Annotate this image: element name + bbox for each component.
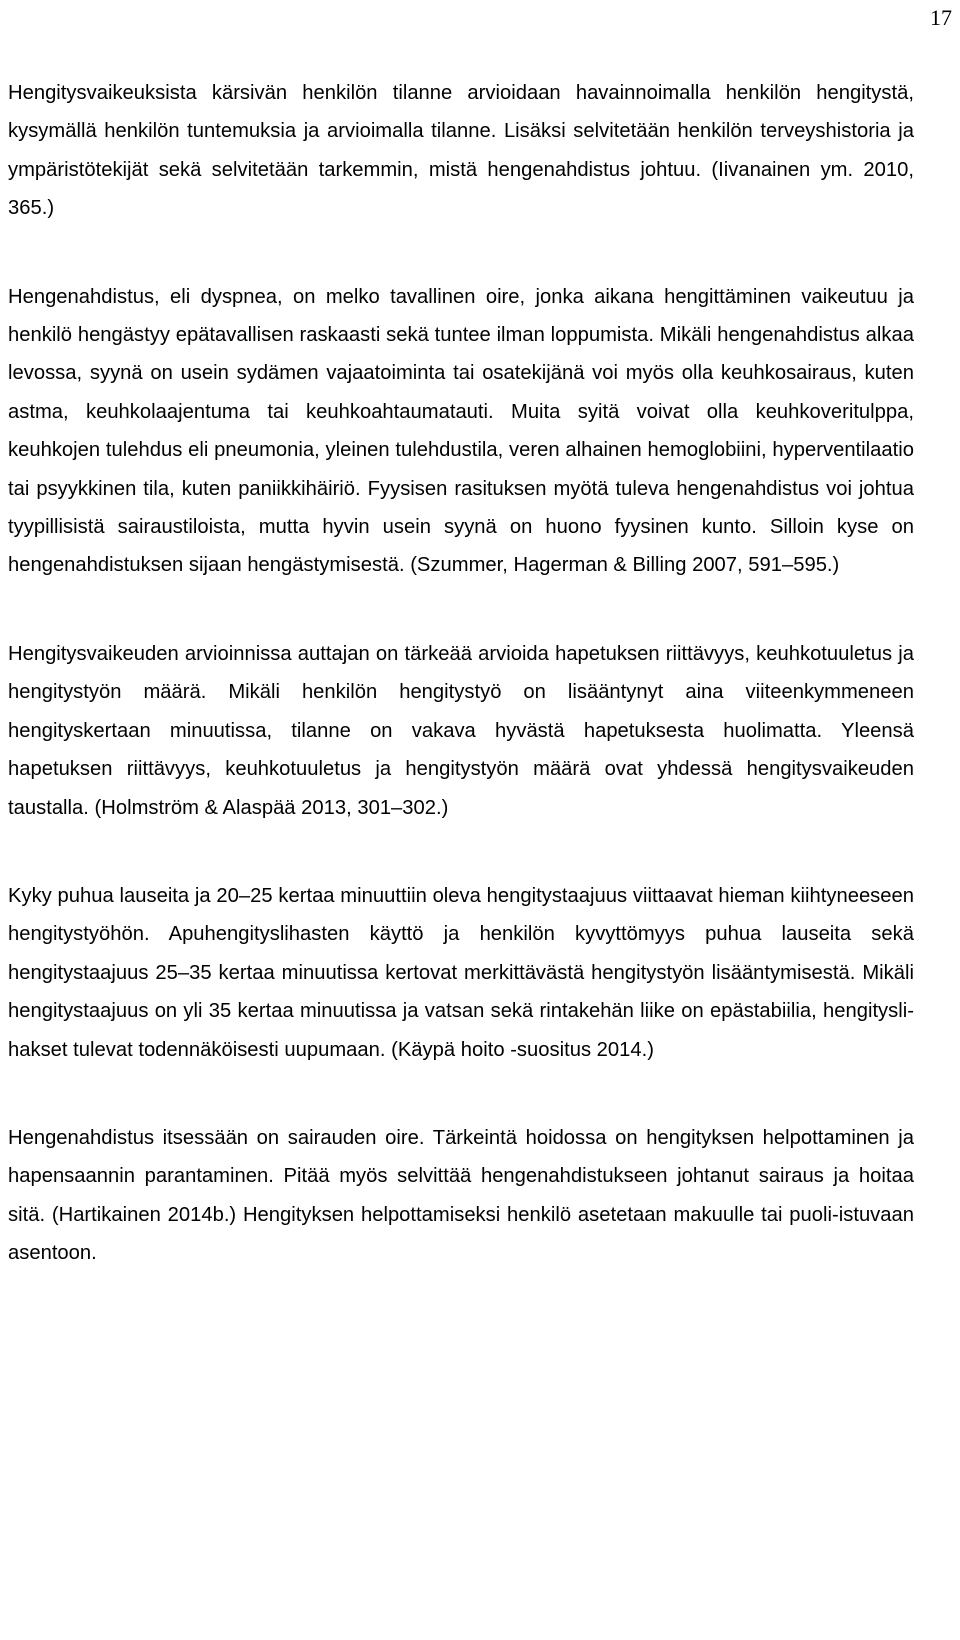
paragraph-dyspnea: Hengenahdistus, eli dyspnea, on melko tavallinen oire, jonka aikana hengittäminen vaikeutuu ja henkilö hengästyy epätavallisen raskaasti sekä tuntee ilman loppumista. Mikäli hengenahdistus alkaa levossa, syynä on usein sydämen vajaatoiminta tai osatekijänä voi myös olla keuhkosairaus, kuten astma, keuhkolaajentuma tai keuhkoahtaumatauti. Muita syitä voivat olla keuhkoveritulppa, keuhkojen tulehdus eli pneumonia, yleinen tulehdustila, veren alhainen hemoglobiini, hyperventilaatio tai psyykkinen tila, kuten paniikkihäiriö. Fyysisen rasituksen myötä tuleva hengenahdistus voi johtua tyypillisistä sairaustiloista, mutta hyvin usein syynä on huono fyysinen kunto. Silloin kyse on hengenahdistuksen sijaan hengästymisestä. (Szummer, Hagerman & Billing 2007, 591–595.) <box>8 285 914 577</box>
paragraph-respiratory-rate: Kyky puhua lauseita ja 20–25 kertaa minuuttiin oleva hengitystaajuus viittaavat hieman kiihtyneeseen hengitystyöhön. Apuhengityslihasten käyttö ja henkilön kyvyttömyys puhua lauseita sekä hengitystaajuus 25–35 kertaa minuutissa kertovat merkittävästä hengitystyön lisääntymisestä. Mikäli hengitystaajuus on yli 35 kertaa minuutissa ja vatsan sekä rintakehän liike on epästabiilia, hengityslihakset tulevat todennäköisesti uupumaan. (Käypä hoito -suositus 2014.) <box>8 884 914 1061</box>
paragraph-treatment: Hengenahdistus itsessään on sairauden oire. Tärkeintä hoidossa on hengityksen helpottaminen ja hapensaannin parantaminen. Pitää myös selvittää hengenahdistukseen johtanut sairaus ja hoitaa sitä. (Hartikainen 2014b.) Hengityksen helpottamiseksi henkilö asetetaan makuulle tai puoli-istuvaan asentoon. <box>8 1126 914 1265</box>
body-text <box>8 74 914 1273</box>
paragraph-breathing-evaluation: Hengitysvaikeuden arvioinnissa auttajan on tärkeää arvioida hapetuksen riittävyys, keuhkotuuletus ja hengitystyön määrä. Mikäli henkilön hengitystyö on lisääntynyt aina viiteenkymmeneen hengityskertaan minuutissa, tilanne on vakava hyvästä hapetuksesta huolimatta. Yleensä hapetuksen riittävyys, keuhkotuuletus ja hengitystyön määrä ovat yhdessä hengitysvaikeuden taustalla. (Holmström & Alaspää 2013, 301–302.) <box>8 642 914 819</box>
page-number: 17 <box>930 5 952 30</box>
paragraph-assessment: Hengitysvaikeuksista kärsivän henkilön tilanne arvioidaan havainnoimalla henkilön hengitystä, kysymällä henkilön tuntemuksia ja arvioimalla tilanne. Lisäksi selvitetään henkilön terveyshistoria ja ympäristötekijät sekä selvitetään tarkemmin, mistä hengenahdistus johtuu. (Iivanainen ym. 2010, 365.) <box>8 82 914 220</box>
